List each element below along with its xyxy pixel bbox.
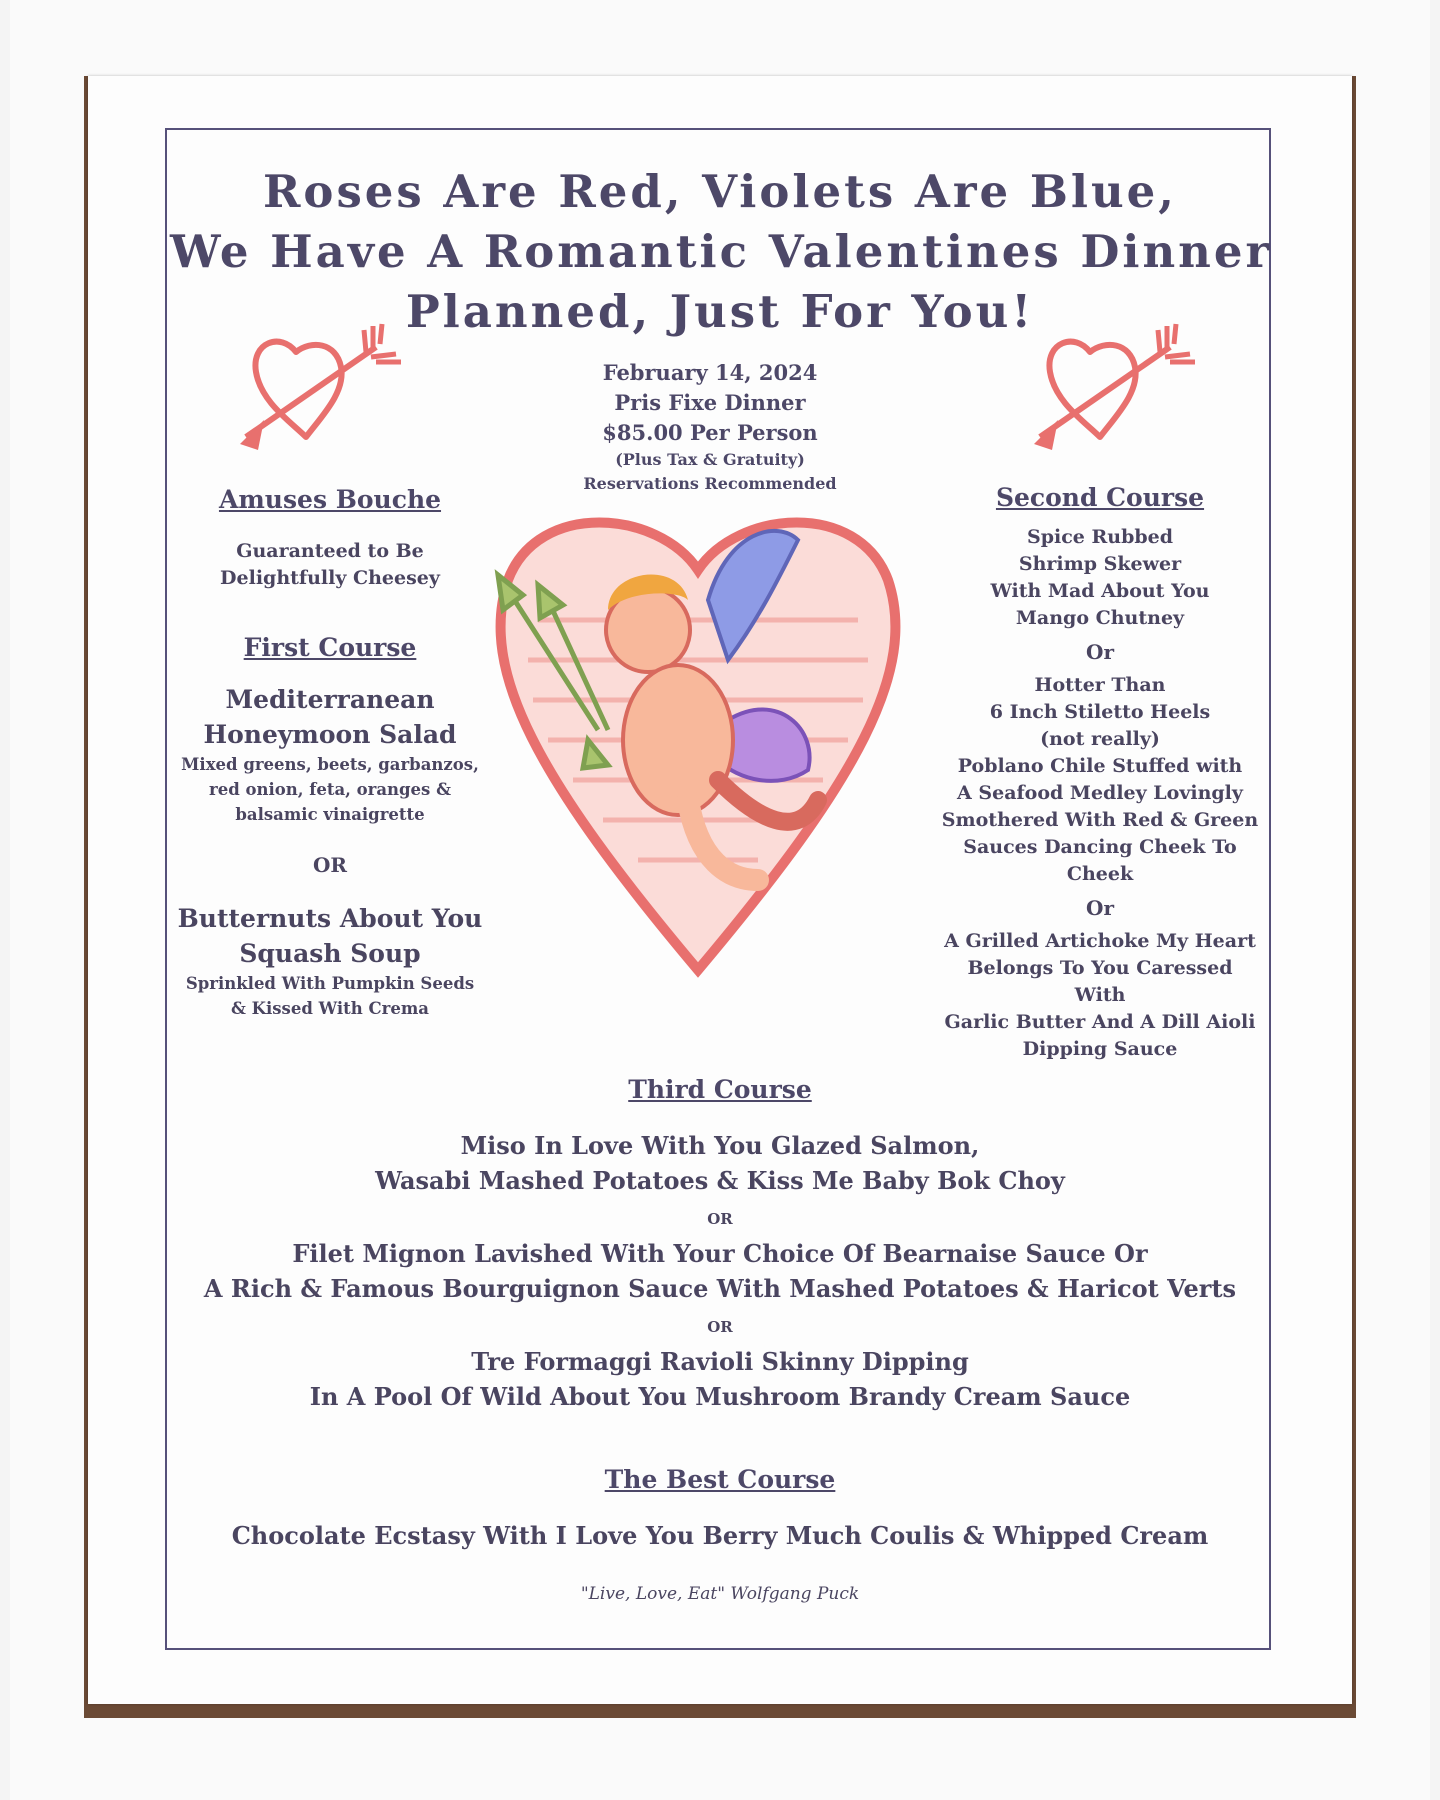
second-dish3-line-3: Garlic Butter And A Dill Aioli — [944, 1011, 1256, 1033]
second-dish2-line-7: Sauces Dancing Cheek To — [963, 836, 1237, 858]
first-or: OR — [312, 853, 348, 877]
third-dish2-line-1: Filet Mignon Lavished With Your Choice Of Bearnaise Sauce Or — [292, 1239, 1148, 1268]
first-dish2-line-1: Butternuts About You — [177, 904, 483, 933]
dinner-price: $85.00 Per Person — [602, 420, 818, 445]
right-arrow-heart-icon — [1030, 322, 1200, 462]
headline-line-1: Roses Are Red, Violets Are Blue, — [263, 165, 1177, 218]
second-dish2-line-8: Cheek — [1066, 863, 1134, 885]
third-course-title: Third Course — [628, 1075, 812, 1104]
second-course-section — [940, 482, 1260, 1063]
dinner-tax: (Plus Tax & Gratuity) — [615, 450, 805, 469]
first-dish2-desc-2: & Kissed With Crema — [231, 999, 429, 1018]
first-dish1-desc-3: balsamic vinaigrette — [235, 805, 425, 824]
third-course-section — [175, 1074, 1265, 1414]
amuses-line-1: Guaranteed to Be — [236, 540, 424, 562]
best-course-section — [175, 1464, 1265, 1553]
best-dish: Chocolate Ecstasy With I Love You Berry Much Coulis & Whipped Cream — [231, 1521, 1209, 1550]
second-dish1-line-2: Shrimp Skewer — [1018, 553, 1182, 575]
second-dish3-line-1: A Grilled Artichoke My Heart — [944, 930, 1256, 952]
cupid-heart-illustration — [478, 500, 918, 990]
first-dish2-line-2: Squash Soup — [239, 939, 421, 968]
dinner-info — [520, 358, 900, 496]
first-dish1-line-1: Mediterranean — [225, 685, 435, 714]
third-dish3-line-1: Tre Formaggi Ravioli Skinny Dipping — [471, 1347, 969, 1376]
headline-line-3: Planned, Just For You! — [405, 285, 1035, 338]
second-dish2-line-3: (not really) — [1040, 728, 1160, 750]
first-dish1-desc-1: Mixed greens, beets, garbanzos, — [181, 755, 479, 774]
second-dish2-line-6: Smothered With Red & Green — [941, 809, 1259, 831]
first-course-section — [175, 632, 485, 1021]
first-dish1-line-2: Honeymoon Salad — [203, 720, 457, 749]
second-dish1-line-1: Spice Rubbed — [1026, 526, 1174, 548]
second-dish1-line-3: With Mad About You — [990, 580, 1210, 602]
second-dish3-line-4: Dipping Sauce — [1022, 1038, 1178, 1060]
second-course-title: Second Course — [995, 483, 1205, 512]
second-dish2-line-4: Poblano Chile Stuffed with — [957, 755, 1243, 777]
dinner-type: Pris Fixe Dinner — [614, 390, 806, 415]
best-course-title: The Best Course — [604, 1465, 836, 1494]
dinner-reservations: Reservations Recommended — [583, 474, 837, 493]
amuses-title: Amuses Bouche — [218, 485, 442, 514]
third-dish1-line-2: Wasabi Mashed Potatoes & Kiss Me Baby Bok Choy — [375, 1166, 1065, 1195]
second-dish2-line-2: 6 Inch Stiletto Heels — [989, 701, 1211, 723]
menu-headline — [170, 162, 1273, 342]
second-dish2-line-1: Hotter Than — [1034, 674, 1166, 696]
third-or-2: OR — [707, 1318, 733, 1336]
dinner-date: February 14, 2024 — [602, 360, 818, 385]
first-dish1-desc-2: red onion, feta, oranges & — [209, 780, 451, 799]
headline-line-2: We Have A Romantic Valentines Dinner — [170, 225, 1273, 278]
third-dish1-line-1: Miso In Love With You Glazed Salmon, — [460, 1131, 980, 1160]
amuses-section — [175, 484, 485, 592]
second-dish1-line-4: Mango Chutney — [1015, 607, 1185, 629]
second-or-2: Or — [1086, 896, 1114, 920]
second-or-1: Or — [1086, 640, 1114, 664]
third-dish2-line-2: A Rich & Famous Bourguignon Sauce With Mashed Potatoes & Haricot Verts — [203, 1274, 1237, 1303]
left-arrow-heart-icon — [236, 322, 406, 462]
wolfgang-puck-quote: "Live, Love, Eat" Wolfgang Puck — [580, 1584, 860, 1604]
third-or-1: OR — [707, 1210, 733, 1228]
amuses-line-2: Delightfully Cheesey — [220, 567, 440, 589]
first-course-title: First Course — [243, 633, 417, 662]
second-dish2-line-5: A Seafood Medley Lovingly — [957, 782, 1243, 804]
first-dish2-desc-1: Sprinkled With Pumpkin Seeds — [185, 974, 475, 993]
third-dish3-line-2: In A Pool Of Wild About You Mushroom Brandy Cream Sauce — [309, 1382, 1131, 1411]
second-dish3-line-2: Belongs To You Caressed With — [967, 957, 1233, 1006]
